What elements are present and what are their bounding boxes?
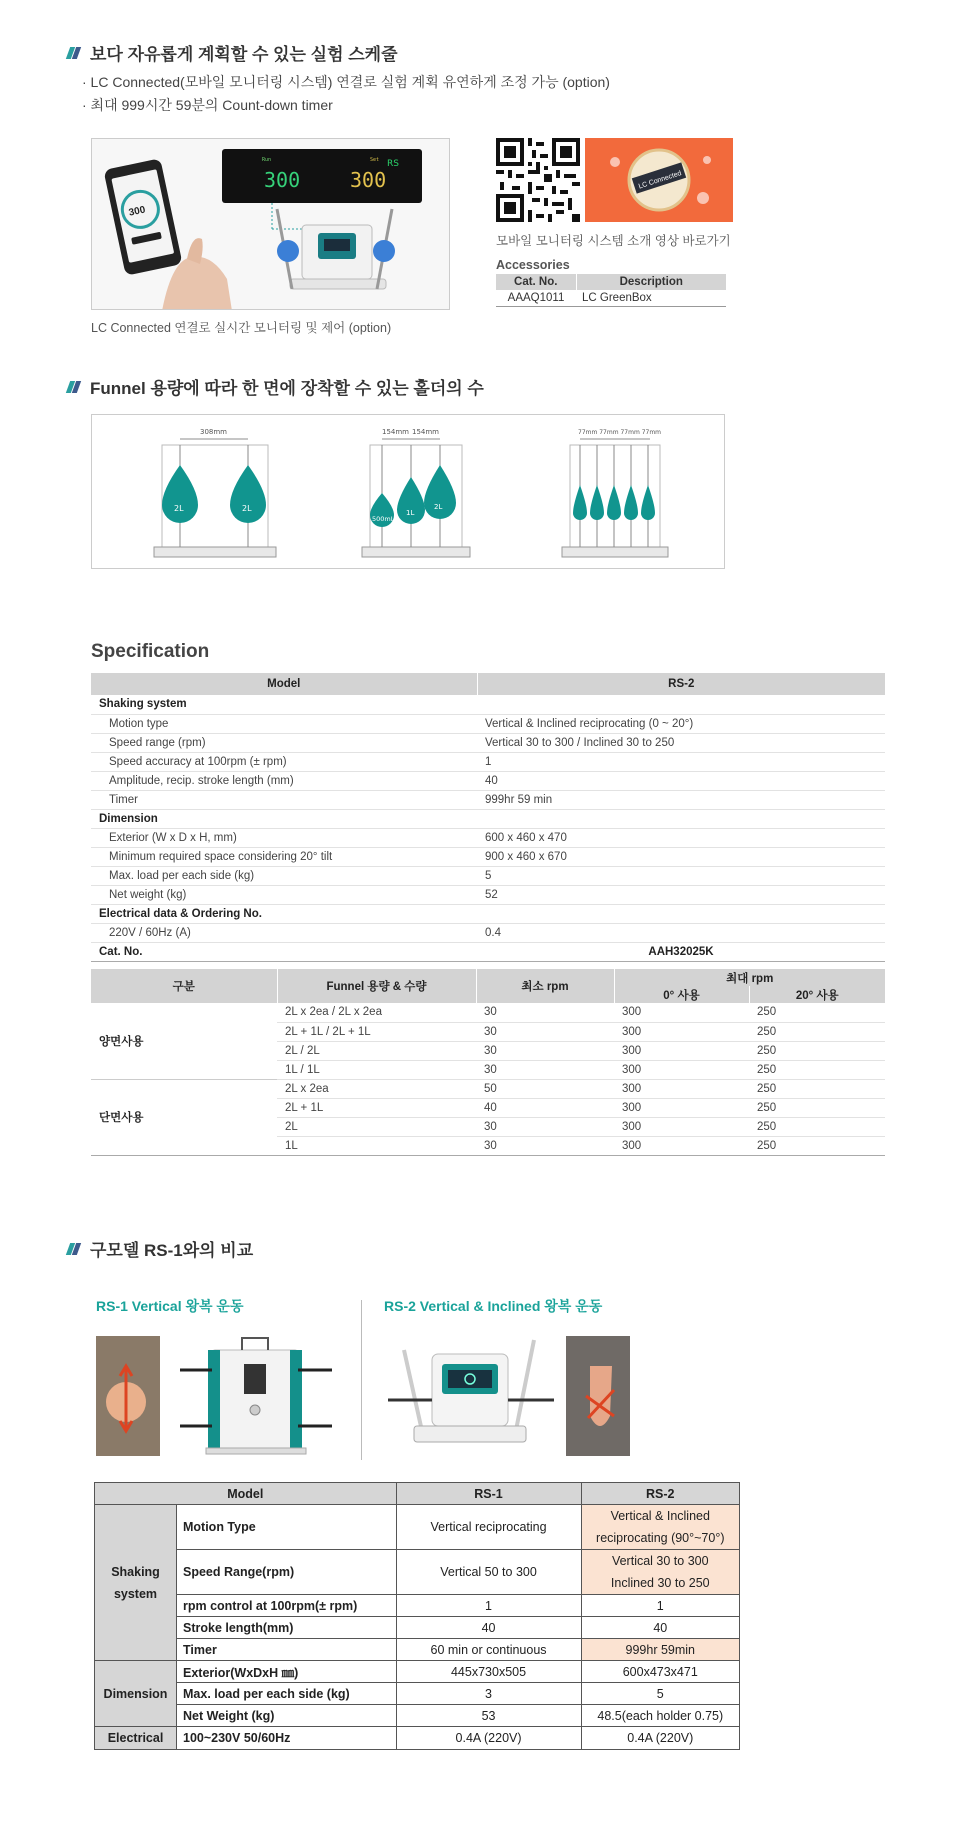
spec-value: 52 — [477, 885, 885, 904]
funnel-cell: 300 — [614, 1022, 749, 1041]
funnel-header-min: 최소 rpm — [476, 969, 614, 1003]
spec-label: 220V / 60Hz (A) — [91, 923, 477, 942]
funnel-cell: 40 — [476, 1098, 614, 1117]
funnel-cell: 30 — [476, 1136, 614, 1155]
funnel-label: 2L — [434, 503, 443, 511]
spec-value: Vertical & Inclined reciprocating (0 ~ 20°) — [477, 714, 885, 733]
photo-caption: LC Connected 연결로 실시간 모니터링 및 제어 (option) — [91, 321, 392, 335]
table-row — [496, 290, 726, 307]
funnel-cell: 1L / 1L — [277, 1060, 476, 1079]
svg-text:RS: RS — [387, 159, 399, 169]
cmp-label: 100~230V 50/60Hz — [177, 1727, 397, 1750]
cmp-rs2 — [581, 1550, 739, 1595]
funnel-cell: 300 — [614, 1060, 749, 1079]
cmp-label: Max. load per each side (kg) — [177, 1683, 397, 1705]
spec-label: Max. load per each side (kg) — [91, 866, 477, 885]
funnel-header-max: 최대 rpm — [614, 969, 885, 986]
svg-text:Set: Set — [370, 157, 380, 163]
table-row — [91, 714, 885, 733]
spec-cat-value: AAH32025K — [477, 942, 885, 961]
qr-code[interactable] — [496, 138, 580, 222]
spec-value: 0.4 — [477, 923, 885, 942]
spec-label: Motion type — [91, 714, 477, 733]
funnel-cell: 2L + 1L — [277, 1098, 476, 1117]
table-row — [91, 942, 885, 961]
funnel-cell: 300 — [614, 1098, 749, 1117]
svg-text:Run: Run — [262, 157, 272, 163]
table-row — [95, 1661, 740, 1683]
cmp-rs1: 0.4A (220V) — [396, 1727, 581, 1750]
lc-connected-promo-image[interactable] — [585, 138, 733, 222]
funnel-cell: 250 — [749, 1136, 885, 1155]
table-row — [91, 790, 885, 809]
holder-3-funnels — [362, 428, 470, 557]
cmp-rs2: 999hr 59min — [581, 1639, 739, 1661]
funnel-cell: 30 — [476, 1022, 614, 1041]
table-row — [91, 752, 885, 771]
table-row — [91, 809, 885, 828]
section3-title-text: 구모델 RS-1와의 비교 — [90, 1241, 254, 1260]
cmp-rs1: 3 — [396, 1683, 581, 1705]
cmp-label: Exterior(WxDxH ㎜) — [177, 1661, 397, 1683]
funnel-cell: 30 — [476, 1060, 614, 1079]
spec-header-model: Model — [91, 673, 477, 695]
spec-label: Minimum required space considering 20° tilt — [91, 847, 477, 866]
spec-label: Amplitude, recip. stroke length (mm) — [91, 771, 477, 790]
funnel-holder-figure — [91, 414, 725, 569]
table-row — [91, 771, 885, 790]
section2-title-text: Funnel 용량에 따라 한 면에 장착할 수 있는 홀더의 수 — [90, 379, 484, 398]
rs2-device-image — [384, 1330, 556, 1460]
qr-caption[interactable]: 모바일 모니터링 시스템 소개 영상 바로가기 — [496, 234, 731, 248]
cmp-rs2: 5 — [581, 1683, 739, 1705]
funnel-cell: 250 — [749, 1003, 885, 1022]
rs1-label: RS-1 Vertical 왕복 운동 — [96, 1298, 244, 1314]
acc-description: LC GreenBox — [576, 290, 726, 307]
dim-label: 154mm — [412, 428, 439, 436]
cmp-rs2: 40 — [581, 1617, 739, 1639]
cmp-label: Speed Range(rpm) — [177, 1550, 397, 1595]
spec-value: 1 — [477, 752, 885, 771]
bullet-item: · LC Connected(모바일 모니터링 시스템) 연결로 실험 계획 유연하게 조정 가능 (option) — [82, 74, 610, 90]
cmp-label: Motion Type — [177, 1505, 397, 1550]
comparison-table — [94, 1482, 740, 1750]
table-row — [91, 733, 885, 752]
spec-cat-label: Cat. No. — [91, 942, 477, 961]
funnel-cell: 250 — [749, 1060, 885, 1079]
spec-label: Exterior (W x D x H, mm) — [91, 828, 477, 847]
bullet-item: · 최대 999시간 59분의 Count-down timer — [82, 97, 333, 113]
table-row — [91, 923, 885, 942]
spec-value: Vertical 30 to 300 / Inclined 30 to 250 — [477, 733, 885, 752]
table-row — [91, 866, 885, 885]
display-left-value: 300 — [264, 168, 301, 192]
cmp-rs1: 60 min or continuous — [396, 1639, 581, 1661]
funnel-rpm-table — [91, 969, 885, 1156]
cmp-rs2-line: reciprocating (90°~70°) — [596, 1531, 725, 1545]
funnel-cell: 250 — [749, 1041, 885, 1060]
table-row — [95, 1705, 740, 1727]
promo-text: LC Connected — [637, 170, 683, 191]
lc-connected-photo — [91, 138, 450, 310]
spec-label: Net weight (kg) — [91, 885, 477, 904]
table-row — [91, 847, 885, 866]
cmp-label: Timer — [177, 1639, 397, 1661]
table-row — [95, 1683, 740, 1705]
cmp-rs2-line: Vertical 30 to 300 — [611, 1554, 709, 1568]
cmp-header-rs1: RS-1 — [396, 1483, 581, 1505]
dim-label: 154mm — [382, 428, 409, 436]
spec-header-value: RS-2 — [477, 673, 885, 695]
rs1-photo — [96, 1336, 160, 1456]
section2-title — [66, 374, 484, 399]
cmp-group-dimension: Dimension — [95, 1661, 177, 1727]
table-row — [91, 904, 885, 923]
cmp-rs1: Vertical reciprocating — [396, 1505, 581, 1550]
funnel-cell: 1L — [277, 1136, 476, 1155]
cmp-rs2-line: Inclined 30 to 250 — [610, 1576, 710, 1590]
funnel-cell: 30 — [476, 1117, 614, 1136]
spec-title: Specification — [91, 641, 210, 662]
cmp-rs1: 53 — [396, 1705, 581, 1727]
table-row — [95, 1595, 740, 1617]
cmp-rs2: 1 — [581, 1595, 739, 1617]
acc-header-desc: Description — [576, 274, 726, 290]
funnel-group-name: 양면사용 — [91, 1003, 277, 1079]
funnel-cell: 300 — [614, 1136, 749, 1155]
section1-title — [66, 40, 398, 65]
funnel-label: 500mL — [372, 515, 395, 523]
spec-label: Timer — [91, 790, 477, 809]
funnel-cell: 30 — [476, 1003, 614, 1022]
section1-title-text: 보다 자유롭게 계획할 수 있는 실험 스케줄 — [90, 45, 398, 64]
table-row — [91, 885, 885, 904]
funnel-cell: 300 — [614, 1079, 749, 1098]
cmp-label: Stroke length(mm) — [177, 1617, 397, 1639]
funnel-cell: 2L — [277, 1117, 476, 1136]
funnel-cell: 2L + 1L / 2L + 1L — [277, 1022, 476, 1041]
funnel-label: 2L — [242, 504, 252, 513]
phone-value: 300 — [127, 204, 147, 219]
accessories-title: Accessories — [496, 258, 570, 272]
table-row — [95, 1505, 740, 1550]
spec-value: 999hr 59 min — [477, 790, 885, 809]
funnel-cell: 250 — [749, 1022, 885, 1041]
funnel-cell: 300 — [614, 1117, 749, 1136]
holder-5-funnels — [562, 429, 668, 557]
cmp-rs1: 445x730x505 — [396, 1661, 581, 1683]
spec-label: Speed range (rpm) — [91, 733, 477, 752]
cmp-rs2 — [581, 1505, 739, 1550]
table-row — [91, 1079, 885, 1098]
divider — [361, 1300, 362, 1460]
funnel-cell: 250 — [749, 1117, 885, 1136]
table-row — [95, 1639, 740, 1661]
funnel-cell: 2L / 2L — [277, 1041, 476, 1060]
funnel-cell: 2L x 2ea — [277, 1079, 476, 1098]
table-row — [91, 828, 885, 847]
funnel-cell: 250 — [749, 1079, 885, 1098]
funnel-cell: 30 — [476, 1041, 614, 1060]
spec-group-name: Dimension — [91, 809, 885, 828]
spec-group-name: Shaking system — [91, 695, 885, 714]
spec-group-name: Electrical data & Ordering No. — [91, 904, 885, 923]
rs2-label: RS-2 Vertical & Inclined 왕복 운동 — [384, 1298, 603, 1314]
funnel-header-max0: 0° 사용 — [614, 986, 749, 1003]
rs2-photo — [566, 1336, 630, 1456]
acc-cat-no: AAAQ1011 — [496, 290, 576, 307]
section1-bullets — [82, 71, 610, 117]
cmp-rs2: 600x473x471 — [581, 1661, 739, 1683]
spec-value: 5 — [477, 866, 885, 885]
cmp-rs1: 1 — [396, 1595, 581, 1617]
cmp-rs2-line: Vertical & Inclined — [610, 1509, 710, 1523]
funnel-label: 1L — [406, 509, 415, 517]
accessories-table — [496, 274, 726, 307]
section-mark-icon — [66, 1243, 82, 1255]
spec-table — [91, 673, 885, 962]
funnel-cell: 250 — [749, 1098, 885, 1117]
cmp-header-model: Model — [95, 1483, 397, 1505]
spec-value: 600 x 460 x 470 — [477, 828, 885, 847]
spec-label: Speed accuracy at 100rpm (± rpm) — [91, 752, 477, 771]
funnel-label: 2L — [174, 504, 184, 513]
cmp-label: Net Weight (kg) — [177, 1705, 397, 1727]
spec-value: 900 x 460 x 670 — [477, 847, 885, 866]
display-panel — [222, 149, 422, 203]
section-mark-icon — [66, 47, 82, 59]
funnel-header-gubun: 구분 — [91, 969, 277, 1003]
dim-label: 77mm 77mm 77mm 77mm — [578, 429, 662, 436]
cmp-header-rs2: RS-2 — [581, 1483, 739, 1505]
table-row — [95, 1550, 740, 1595]
table-row — [95, 1617, 740, 1639]
funnel-header-max20: 20° 사용 — [749, 986, 885, 1003]
acc-header-cat: Cat. No. — [496, 274, 576, 290]
funnel-cell: 50 — [476, 1079, 614, 1098]
cmp-group-electrical: Electrical — [95, 1727, 177, 1750]
rs1-device-image — [172, 1330, 340, 1460]
holder-2-funnels — [154, 428, 276, 557]
table-row — [95, 1727, 740, 1750]
funnel-cell: 300 — [614, 1041, 749, 1060]
funnel-header-funnel: Funnel 용량 & 수량 — [277, 969, 476, 1003]
cmp-rs2: 48.5(each holder 0.75) — [581, 1705, 739, 1727]
funnel-cell: 300 — [614, 1003, 749, 1022]
cmp-label: rpm control at 100rpm(± rpm) — [177, 1595, 397, 1617]
table-row — [91, 1003, 885, 1022]
dim-label: 308mm — [200, 428, 227, 436]
cmp-group-shaking: Shaking system — [95, 1505, 177, 1661]
cmp-rs1: Vertical 50 to 300 — [396, 1550, 581, 1595]
display-right-value: 300 — [350, 168, 387, 192]
cmp-rs2: 0.4A (220V) — [581, 1727, 739, 1750]
spec-value: 40 — [477, 771, 885, 790]
table-row — [91, 695, 885, 714]
funnel-group-name: 단면사용 — [91, 1079, 277, 1155]
section3-title — [66, 1236, 253, 1261]
cmp-rs1: 40 — [396, 1617, 581, 1639]
funnel-cell: 2L x 2ea / 2L x 2ea — [277, 1003, 476, 1022]
section-mark-icon — [66, 381, 82, 393]
